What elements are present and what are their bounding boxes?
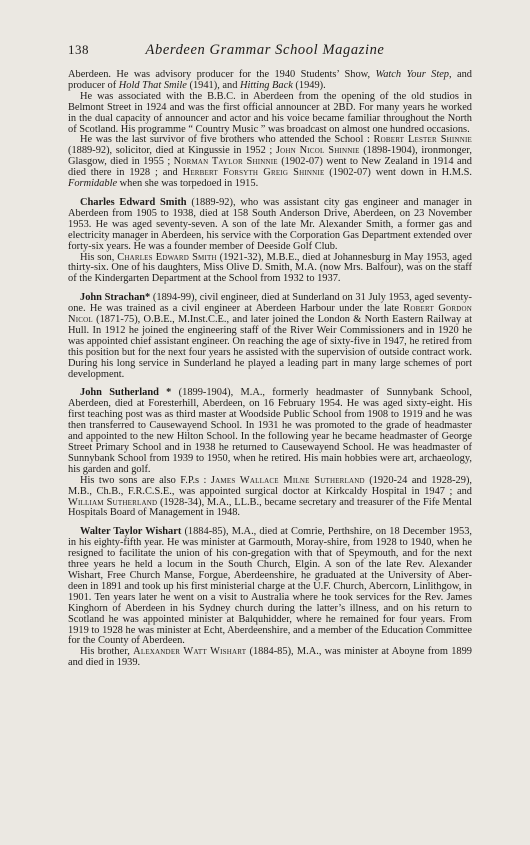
text-run: , and producer of: [68, 69, 473, 91]
text-run: (1894-99), civil engineer, died at Sunderland on 31 July 1953, aged seventy-one. He was trained as a civil engineer at Aberdeen Harbour under the late: [68, 292, 473, 315]
text-run: (1920-24 and 1928-29), M.B., Ch.B., F.R.C.S.E., was appointed surgical doctor at Kirkcaldy Hospital in 1947 ; and: [68, 474, 472, 497]
text-run: (1902-07) went to New Zealand in 1914 and died there in 1928 ; and: [68, 156, 473, 179]
text-run: His two sons are also F.P.s :: [80, 474, 211, 486]
relative-name: Robert Lester Shinnie: [373, 134, 472, 146]
text-run: (1871-75), O.B.E., M.Inst.C.E., and later joined the London & North Eastern Railway at Hull. In 1912 he joined the engineering staff of the River Weir Commissioners and in 1920 he was appointed chief assistant engineer. On reaching the age of sixty-five in 1947, he retired from this position but for the next four years he assisted with the supervision of outside contract work. During his long service in Sunderland he played a leading part in many large schemes of port development.: [68, 314, 472, 380]
text-run: Aberdeen. He was advisory producer for the 1940 Students’ Show,: [68, 69, 376, 80]
continuation-paragraph: [68, 253, 472, 286]
relative-name: John Nicol Shinnie: [275, 145, 360, 157]
text-run: His brother,: [80, 646, 134, 658]
work-title: Hitting Back: [240, 79, 293, 91]
text-run: (1949).: [292, 79, 326, 91]
work-title: Hold That Smile: [118, 79, 187, 91]
relative-name: Robert Gordon Nicol: [68, 303, 472, 326]
entry-paragraph: [68, 388, 472, 475]
continuation-paragraph: [68, 135, 472, 190]
entry-paragraph: [68, 293, 472, 380]
entry-paragraph: [68, 527, 472, 647]
text-run: when she was torpedoed in 1915.: [117, 178, 259, 190]
continuation-paragraph: [68, 92, 472, 136]
text-run: (1889-92), solicitor, died at Kingussie in 1952 ;: [68, 145, 276, 157]
text-run: (1921-32), M.B.E., died at Johannesburg in May 1953, aged thirty-six. One of his daughters, Miss Olive D. Smith, M.A. (now Mrs. Balfour), was on the staff of the Kindergarten Department at the School from 1932 to 1937.: [68, 251, 472, 285]
obituary-subject-name: Charles Edward Smith: [80, 196, 187, 208]
text-run: (1928-34), M.A., LL.B., became secretary and treasurer of the Fife Mental Hospitals Board of Management in 1948.: [68, 496, 472, 519]
obituary-subject-name: John Sutherland *: [80, 387, 172, 399]
text-run: (1902-07) went down in H.M.S.: [324, 167, 473, 179]
relative-name: James Wallace Milne Sutherland: [210, 474, 365, 486]
relative-name: William Sutherland: [68, 496, 158, 508]
continuation-paragraph: [68, 647, 472, 669]
work-title: Watch Your Step: [375, 69, 450, 80]
text-run: (1941), and: [186, 79, 241, 91]
relative-name: Norman Taylor Shinnie: [173, 156, 278, 168]
relative-name: Alexander Watt Wishart: [133, 646, 247, 658]
entry-paragraph: [68, 70, 472, 92]
text-run: (1889-92), who was assistant city gas engineer and manager in Aberdeen from 1905 to 1938, died at 158 South Anderson Drive, Aberdeen, on 23 November 1953. He was aged seventy-seven. A son of the late Mr. Alexander Smith, a former gas and electricity manager in Aberdeen, his service with the Corporation Gas Department extended over forty-six years. He was a founder member of Deeside Golf Club.: [68, 196, 473, 252]
text-run: He was associated with the B.B.C. in Aberdeen from the opening of the old studios in Belmont Street in 1924 and was the first official announcer at 2BD. For many years he worked in the dual capacity of announcer and actor and his voice became familiar throughout the North of Scotland. His programme “ Country Music ” was broadcast on almost one hundred occasions.: [68, 90, 472, 135]
text-run: (1884-85), M.A., was minister at Aboyne from 1899 and died in 1939.: [68, 646, 472, 669]
text-run: (1899-1904), M.A., formerly headmaster of Sunnybank School, Aberdeen, died at Foresterhill, Aberdeen, on 16 February 1954. He was aged sixty-eight. His first teaching post was as third master at Woodside Public School from 1908 to 1919 and he was then transferred to Causewayend School. In 1931 he was promoted to the grade of headmaster and appointed to the new Hilton School. In the following year he became headmaster of George Street Primary School and in 1938 he returned to Causewayend School. He was headmaster of Sunnybank School from 1939 to 1950, when he retired. His main hobbies were art, archaeology, his garden and golf.: [68, 387, 472, 475]
obituary-subject-name: John Strachan*: [80, 292, 151, 304]
running-head: [68, 42, 472, 58]
work-title: Formidable: [68, 178, 118, 190]
text-run: (1884-85), M.A., died at Comrie, Perthshire, on 18 December 1953, in his eighty-fifth year. He was minister at Garmouth, Moray-shire, from 1928 to 1940, when he resigned to facilitate the union of his con-gregation with that of Speymouth, and for the next three years he held a locum in the South Church, Elgin. A son of the late Rev. Alexander Wishart, Free Church Manse, Forgue, Aberdeenshire, he graduated at the University of Aber-deen in 1891 and took up his first ministerial charge at the U.F. Church, Abercorn, Linlithgow, in 1901. Ten years later he went on a visit to Australia where he took services for the Rev. James Kinghorn of Aberdeen in his Sydney church during the latter’s illness, and on his return to Scotland he was appointed minister at Balquhidder, where he remained for four years. From 1919 to 1928 he was minister at Echt, Aberdeenshire, and a member of the Education Committee for the County of Aberdeen.: [68, 526, 472, 647]
page-number: 138: [68, 42, 89, 57]
obituary-text: [68, 70, 472, 669]
entry-paragraph: [68, 198, 472, 253]
continuation-paragraph: [68, 476, 472, 520]
text-run: He was the last survivor of five brothers who attended the School :: [80, 134, 374, 146]
relative-name: Herbert Forsyth Greig Shinnie: [182, 167, 325, 179]
text-run: His son,: [80, 251, 118, 263]
obituary-subject-name: Walter Taylor Wishart: [80, 526, 182, 538]
text-run: (1898-1904), ironmonger, Glasgow, died in 1955 ;: [68, 145, 472, 168]
journal-title: Aberdeen Grammar School Magazine: [145, 42, 385, 58]
relative-name: Charles Edward Smith: [117, 251, 217, 263]
